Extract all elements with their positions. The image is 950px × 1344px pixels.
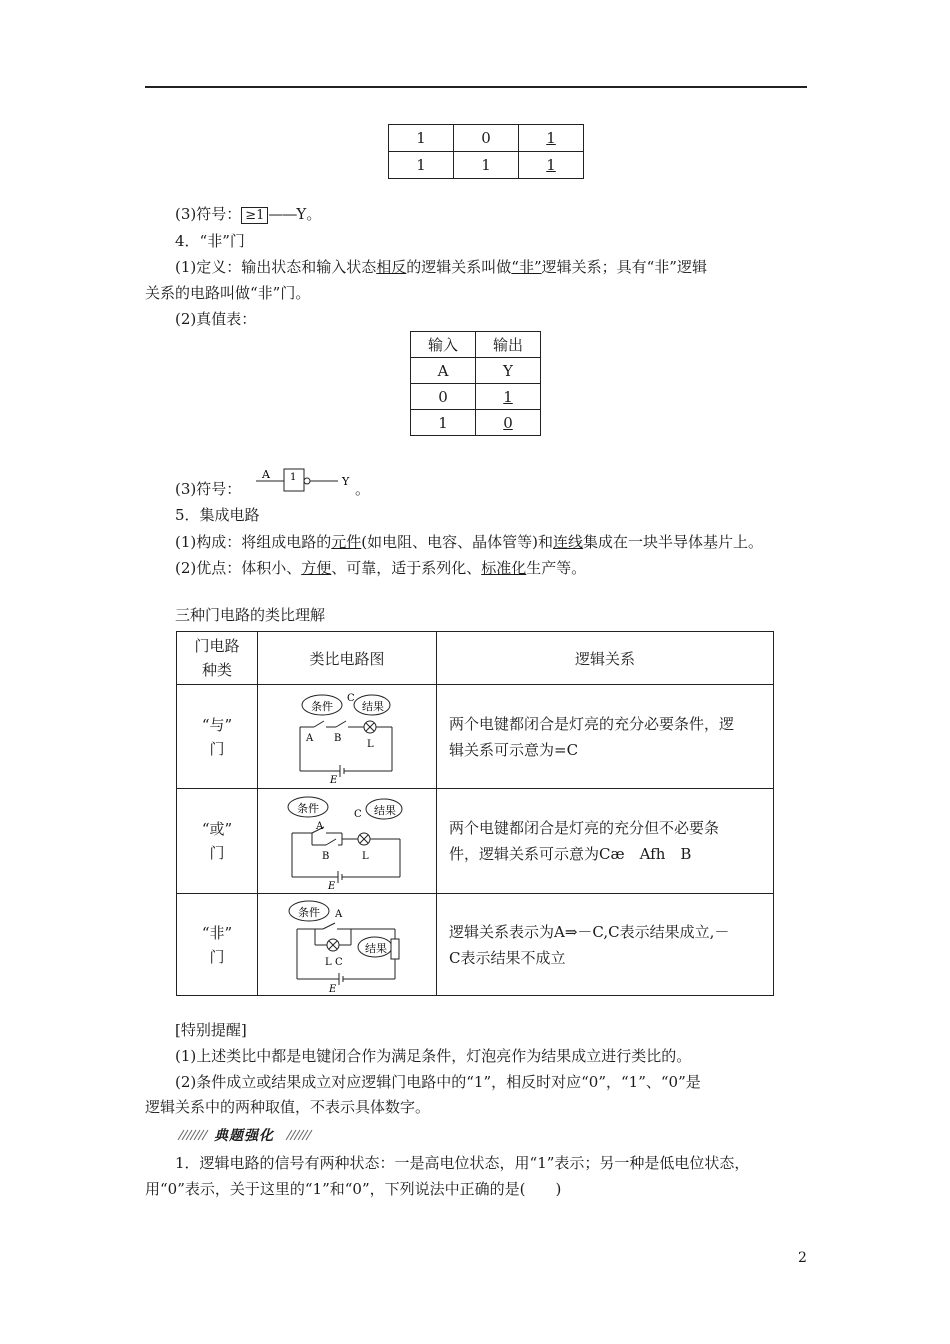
svg-text:E: E: [329, 983, 337, 993]
table-row: “非” 门 条件 A 结果 L C E 逻辑关系表示为A⇒－C,C表示结果成立,－ C表示结果不成立: [177, 894, 774, 996]
svg-text:B: B: [334, 732, 342, 744]
svg-text:条件: 条件: [311, 699, 333, 713]
table-row: 输入 输出: [411, 332, 541, 358]
note-paragraph-2a: (2)条件成立或结果成立对应逻辑门电路中的“1”，相反时对应“0”，“1”、“0”是: [175, 1073, 701, 1091]
svg-text:C: C: [354, 809, 362, 820]
svg-text:Y: Y: [342, 475, 350, 488]
svg-text:结果: 结果: [362, 699, 384, 713]
svg-text:条件: 条件: [298, 905, 320, 919]
ic-advantage: (2)优点：体积小、方便、可靠，适于系列化、标准化生产等。: [175, 559, 587, 577]
svg-text:结果: 结果: [374, 804, 396, 817]
svg-text:L: L: [362, 851, 369, 862]
not-gate-circuit-diagram: [285, 897, 409, 993]
svg-text:C: C: [335, 956, 343, 968]
svg-text:A: A: [306, 732, 314, 744]
svg-text:L: L: [367, 738, 374, 750]
table-row: 1 0 1: [389, 125, 584, 152]
not-symbol-line: (3)符号：: [175, 480, 242, 498]
question-line1: 1．逻辑电路的信号有两种状态：一是高电位状态，用“1”表示；另一种是低电位状态，: [175, 1154, 750, 1172]
analogy-table: [176, 631, 774, 996]
svg-text:C: C: [347, 692, 355, 704]
table-row: 1 0: [411, 410, 541, 436]
page-number: 2: [798, 1250, 807, 1266]
table-row: A Y: [411, 358, 541, 384]
or-gate-symbol: ≥1: [241, 207, 268, 224]
not-gate-symbol: [248, 466, 358, 496]
table-row: “或” 门 条件 结果 C A B L E 两个电键都闭合是灯亮的充分但不必要条 件，逻辑关系可示意为Cæ Afh B: [177, 789, 774, 894]
not-truth-label: (2)真值表：: [175, 310, 257, 328]
table-row: “与” 门 条件 结果 C A B L E 两个电键都闭合是灯亮的充分必要条件，逻 辑关系可示意为=C: [177, 685, 774, 789]
analogy-title: 三种门电路的类比理解: [175, 606, 326, 624]
table-row: 门电路 种类 类比电路图 逻辑关系: [177, 632, 774, 685]
or-gate-circuit-diagram: [282, 793, 412, 889]
table-row: 1 1 1: [389, 152, 584, 179]
svg-text:A: A: [262, 468, 270, 481]
or-symbol-line: (3)符号： ≥1 ——Y。: [175, 205, 322, 223]
not-heading: 4．“非”门: [175, 232, 245, 250]
ic-heading: 5．集成电路: [175, 506, 260, 524]
svg-text:B: B: [322, 851, 330, 862]
table-row: 0 1: [411, 384, 541, 410]
svg-text:A: A: [335, 908, 343, 920]
ic-composition: (1)构成：将组成电路的元件(如电阻、电容、晶体管等)和连线集成在一块半导体基片上。: [175, 533, 764, 551]
svg-text:A: A: [316, 821, 324, 832]
svg-text:条件: 条件: [297, 802, 319, 815]
svg-text:结果: 结果: [365, 941, 387, 955]
or-truth-table: [388, 124, 584, 179]
note-paragraph-1: (1)上述类比中都是电键闭合作为满足条件，灯泡亮作为结果成立进行类比的。: [175, 1047, 692, 1065]
svg-text:E: E: [328, 881, 336, 889]
note-title: [特别提醒]: [175, 1021, 247, 1039]
header-rule: [145, 86, 807, 88]
and-gate-circuit-diagram: [292, 691, 402, 783]
not-definition-line1: (1)定义：输出状态和输入状态相反的逻辑关系叫做“非”逻辑关系；具有“非”逻辑: [175, 258, 707, 276]
note-paragraph-2b: 逻辑关系中的两种取值，不表示具体数字。: [145, 1098, 431, 1116]
svg-text:L: L: [325, 956, 332, 968]
question-line2: 用“0”表示，关于这里的“1”和“0”，下列说法中正确的是( ): [145, 1180, 562, 1198]
not-truth-table: [410, 331, 541, 436]
not-definition-line2: 关系的电路叫做“非”门。: [145, 284, 311, 302]
svg-text:E: E: [330, 774, 338, 783]
svg-text:1: 1: [290, 472, 297, 483]
section-banner: 典题强化: [176, 1125, 316, 1143]
